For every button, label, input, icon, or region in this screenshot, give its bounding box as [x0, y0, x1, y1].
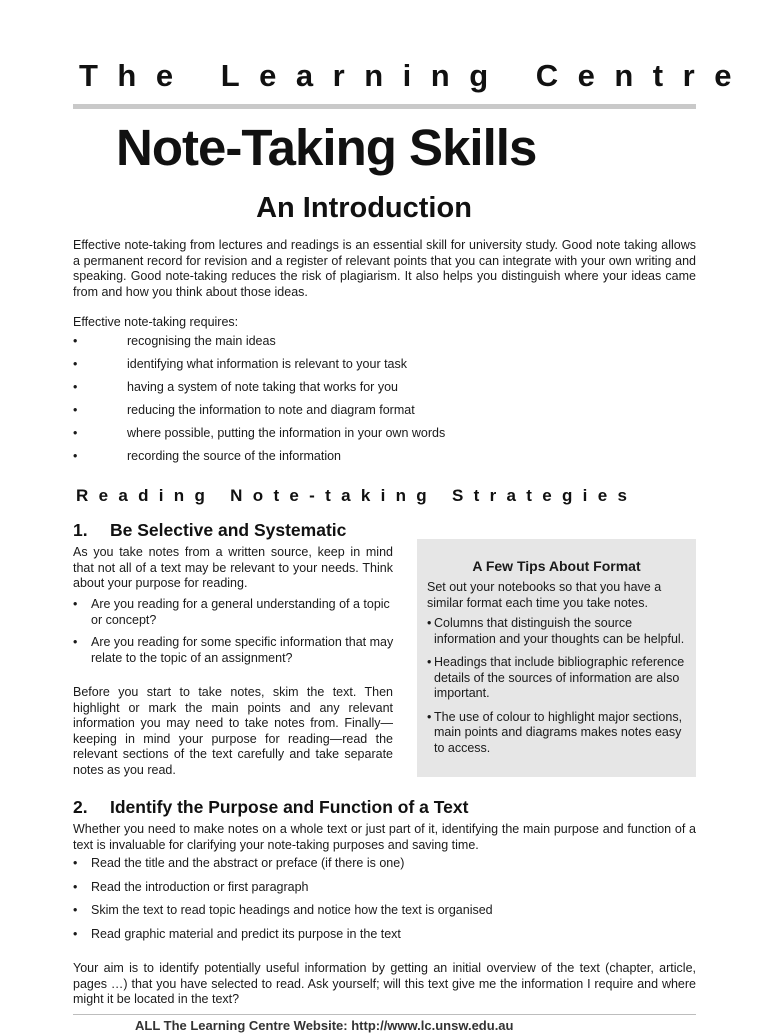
section-1-title: Be Selective and Systematic	[110, 520, 347, 540]
bullet-icon: •	[73, 635, 78, 649]
list-item: • Are you reading for some specific information that may relate to the topic of an assignment?	[73, 635, 394, 665]
list-item: • identifying what information is relevant to your task	[73, 357, 407, 371]
bullet-icon: •	[73, 426, 78, 440]
section-1-paragraph-2: Before you start to take notes, skim the text. Then highlight or mark the main points and any relevant information you may need to take notes from. Finally—keeping in mind your purpose for reading—read the relevant sections of the text carefully and take separate notes as you read.	[73, 685, 393, 777]
list-item: • recognising the main ideas	[73, 334, 276, 348]
section-1-number: 1.	[73, 520, 88, 540]
bullet-icon: •	[73, 380, 78, 394]
bullet-icon: •	[73, 926, 78, 941]
section-1-paragraph-1: As you take notes from a written source, keep in mind that not all of a text may be relevant to your needs. Think about your purpose for reading.	[73, 545, 393, 590]
section-2-paragraph-1: Whether you need to make notes on a whole text or just part of it, identifying the main purpose and function of a text is invaluable for clarifying your note-taking purposes and saving time.	[73, 822, 696, 852]
tips-title: A Few Tips About Format	[472, 558, 641, 574]
list-item: • having a system of note taking that works for you	[73, 380, 398, 394]
question-list	[73, 597, 395, 673]
list-item: • Are you reading for a general understanding of a topic or concept?	[73, 597, 390, 627]
footer-text: ALL The Learning Centre Website: http://www.lc.unsw.edu.au	[135, 1018, 514, 1033]
tips-intro: Set out your notebooks so that you have a similar format each time you take notes.	[427, 580, 662, 610]
footer-rule	[73, 1014, 696, 1015]
bullet-icon: •	[73, 903, 78, 917]
tips-box	[417, 539, 696, 777]
list-item: • where possible, putting the information in your own words	[73, 426, 446, 440]
list-item: • Skim the text to read topic headings and notice how the text is organised	[73, 903, 493, 917]
section-2-number: 2.	[73, 797, 88, 817]
page-title: Note-Taking Skills	[116, 119, 537, 176]
bullet-icon: •	[427, 616, 432, 630]
list-item: • Read the title and the abstract or preface (if there is one)	[73, 856, 405, 870]
bullet-icon: •	[73, 856, 78, 870]
header-rule	[73, 104, 696, 109]
bullet-icon: •	[73, 449, 78, 463]
centre-heading: The Learning Centre	[79, 58, 751, 93]
bullet-icon: •	[427, 709, 432, 724]
requires-label: Effective note-taking requires:	[73, 315, 239, 329]
list-item: • Headings that include bibliographic reference details of the sources of information are also important.	[427, 655, 685, 700]
read-list	[73, 856, 493, 950]
list-item: • reducing the information to note and diagram format	[73, 403, 415, 417]
bullet-icon: •	[427, 655, 432, 669]
tips-list	[427, 616, 686, 756]
requires-list	[73, 334, 445, 472]
list-item: • Columns that distinguish the source information and your thoughts can be helpful.	[427, 616, 685, 646]
list-item: • recording the source of the information	[73, 449, 342, 463]
page-subtitle: An Introduction	[256, 192, 472, 224]
list-item: • The use of colour to highlight major sections, main points and diagrams makes notes easy to access.	[427, 709, 683, 755]
intro-paragraph: Effective note-taking from lectures and readings is an essential skill for university study. Good note taking allows a permanent record for revision and a register of relevant points that you can integrate with your own writing and speaking. Good note-taking reduces the risk of plagiarism. It also helps you distinguish where your ideas came from and how you think about those ideas.	[73, 238, 696, 299]
section-2-paragraph-2: Your aim is to identify potentially useful information by getting an initial overview of the text (chapter, article, pages …) that you have selected to read. Ask yourself; will this text give me the information I require and where might it be located in the text?	[73, 961, 696, 1006]
bullet-icon: •	[73, 879, 78, 894]
section-heading: Reading Note-taking Strategies	[76, 486, 638, 505]
list-item: • Read the introduction or first paragraph	[73, 879, 309, 894]
bullet-icon: •	[73, 334, 78, 348]
section-2-title: Identify the Purpose and Function of a Text	[110, 797, 469, 817]
bullet-icon: •	[73, 403, 78, 417]
bullet-icon: •	[73, 597, 78, 611]
list-item: • Read graphic material and predict its purpose in the text	[73, 926, 401, 941]
bullet-icon: •	[73, 357, 78, 371]
section-1-heading	[73, 520, 346, 541]
section-2-heading	[73, 797, 468, 818]
